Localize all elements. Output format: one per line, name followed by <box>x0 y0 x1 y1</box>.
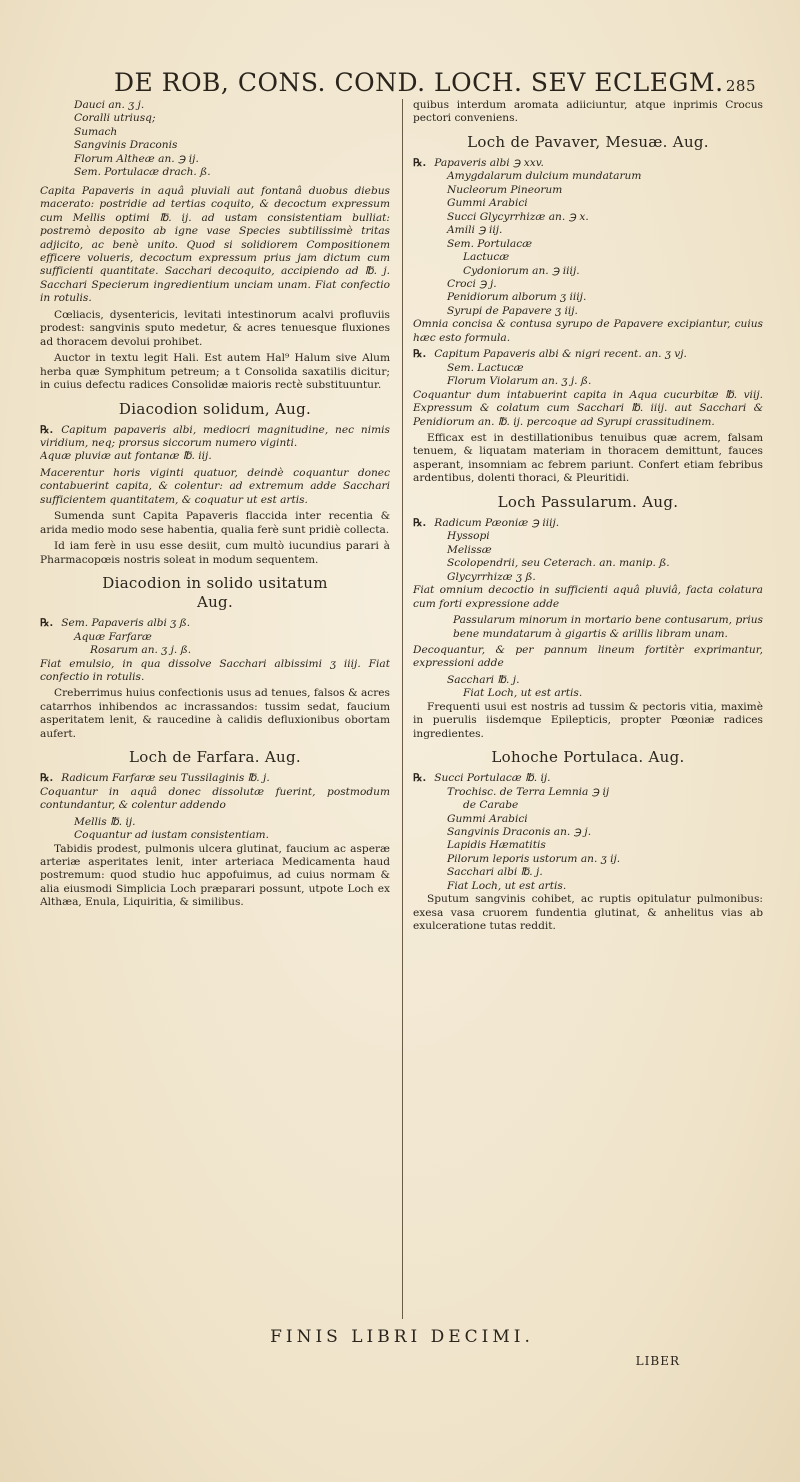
ingredient-line: Sem. Portulacæ drach. ß. <box>74 166 211 179</box>
method-paragraph: Coquantur dum intabuerint capita in Aqua cucurbitæ ℔. viij. Expressum & colatum cum Sacchari ℔. iiij. aut Sacchari & Penidiorum an. ℔. ij. percoque ad Syrupi crassitudinem. <box>413 388 763 428</box>
body-paragraph: Id iam ferè in usu esse desiit, cum multò iucundius parari à Pharmacopœis nostris soleat in modum sequentem. <box>40 540 390 566</box>
ingredient-line: Gummi Arabici <box>447 812 528 825</box>
method-paragraph: Fiat emulsio, in qua dissolve Sacchari albissimi ʒ iiij. Fiat confectio in rotulis. <box>40 657 390 683</box>
ingredient-line: Succi Glycyrrhizæ an. ℈ x. <box>447 210 589 223</box>
recipe-symbol-icon: ℞. <box>413 348 427 361</box>
recipe-symbol-icon: ℞. <box>40 617 54 630</box>
ingredient-line: Fiat Loch, ut est artis. <box>447 879 567 892</box>
ingredient-line: Amili ℈ iij. <box>447 224 503 237</box>
ingredient-line: Pilorum leporis ustorum an. ʒ ij. <box>447 852 621 865</box>
ingredient-line: Cydoniorum an. ℈ iiij. <box>463 264 580 277</box>
recipe-line <box>40 617 390 630</box>
ingredient-line: Rosarum an. ʒ j. ß. <box>90 644 192 657</box>
section-heading: Diacodion solidum, Aug. <box>118 399 312 418</box>
recipe-text: Succi Portulacæ ℔. ij. <box>434 772 551 785</box>
section-heading: Loch de Pavaver, Mesuæ. Aug. <box>467 132 709 151</box>
method-paragraph: Capita Papaveris in aquâ pluviali aut fontanâ duobus diebus macerato: postridie ad tertias coquito, & decoctum expressum cum Mellis optimi ℔. ij. ad ustam consistentiam bulliat: postremò deposito ab igne vase Species subtilissimè tritas adjicito, ac benè unito. Quod si solidiorem Compositionem efficere volueris, decoctum expressum prius jam dictum cum sufficienti quantitate. Sacchari decoquito, accipiendo ad ℔. j. Sacchari Specierum ingredientium unciam unam. Fiat confectio in rotulis. <box>40 184 390 305</box>
recipe-symbol-icon: ℞. <box>413 772 427 785</box>
body-paragraph: Cœliacis, dysentericis, levitati intestinorum acalvi profluviis prodest: sangvinis sputo medetur, & acres tenuesque fluxiones ad thoracem devolui prohibet. <box>40 308 390 348</box>
ingredient-line: Penidiorum alborum ʒ iiij. <box>447 291 587 304</box>
body-paragraph: Creberrimus huius confectionis usus ad tenues, falsos & acres catarrhos inhibendos ac incrassandos: tussim sedat, faucium asperitatem lenit, & raucedine à calidis defluxionibus obortam aufert. <box>40 687 390 740</box>
method-paragraph: Macerentur horis viginti quatuor, deindè coquantur donec contabuerint capita, & colentur: ad extremum adde Sacchari sufficientem quantitatem, & coquatur ut est artis. <box>40 466 390 506</box>
ingredient-line: Melissæ <box>447 543 492 556</box>
recipe-line <box>40 772 390 785</box>
section-heading: Diacodion in solido usitatum <box>102 574 328 593</box>
left-column <box>40 99 390 1319</box>
ingredient-line: Scolopendrii, seu Ceterach. an. manip. ß. <box>447 557 670 570</box>
recipe-line: Aquæ pluviæ aut fontanæ ℔. iij. <box>40 450 212 463</box>
ingredient-line: Aquæ Farfaræ <box>74 630 152 643</box>
ingredient-line: Dauci an. ʒ j. <box>74 99 145 111</box>
ingredient-line: Sangvinis Draconis <box>74 139 178 152</box>
ingredient-line: Florum Altheæ an. ℈ ij. <box>74 152 199 165</box>
ingredient-line: Sacchari albi ℔. j. <box>447 866 543 879</box>
recipe-symbol-icon: ℞. <box>40 772 54 785</box>
running-header <box>40 68 764 97</box>
ingredient-line: Glycyrrhizæ ʒ ß. <box>447 570 536 583</box>
body-paragraph: Auctor in textu legit Hali. Est autem Hal⁹ Halum sive Alum herba quæ Symphitum petreum; a t Consolida saxatilis dicitur; in cuius defectu radices Consolidæ maioris rectè substituuntur. <box>40 352 390 392</box>
body-paragraph: Sumenda sunt Capita Papaveris flaccida inter recentia & arida medio modo sese habentia, qualia ferè sunt pridiè collecta. <box>40 510 390 536</box>
two-columns <box>40 99 764 1319</box>
ingredient-line: Sumach <box>74 125 118 138</box>
ingredient-line: Nucleorum Pineorum <box>447 183 563 196</box>
recipe-text: Capitum Papaveris albi & nigri recent. an. ʒ vj. <box>434 348 687 361</box>
recipe-text: Radicum Pæoniæ ℈ iiij. <box>434 516 560 529</box>
ingredient-line: Lapidis Hæmatitis <box>447 839 546 852</box>
recipe-text: Capitum papaveris albi, mediocri magnitudine, nec nimis viridium, neq; prorsus siccorum numero viginti. <box>40 423 390 450</box>
recipe-text: Radicum Farfaræ seu Tussilaginis ℔. j. <box>61 772 270 785</box>
header-title: DE ROB, CONS. COND. LOCH. SEV ECLEGM. <box>114 68 724 97</box>
method-paragraph: Coquantur in aquâ donec dissolutæ fuerint, postmodum contundantur, & colentur addendo <box>40 785 390 812</box>
body-paragraph: quibus interdum aromata adiiciuntur, atque inprimis Crocus pectori conveniens. <box>413 99 763 125</box>
recipe-line <box>413 772 763 785</box>
section-heading: Loch de Farfara. Aug. <box>129 748 301 767</box>
ingredient-line: Mellis ℔. ij. <box>74 815 136 828</box>
recipe-line <box>413 157 763 170</box>
recipe-line <box>413 348 763 361</box>
page-number: 285 <box>725 77 756 95</box>
section-heading: Loch Passularum. Aug. <box>497 492 679 511</box>
ingredient-line: Croci ℈ j. <box>447 278 497 291</box>
ingredient-line: Trochisc. de Terra Lemnia ℈ ij <box>447 785 610 798</box>
method-paragraph: Omnia concisa & contusa syrupo de Papavere excipiantur, cuius hæc esto formula. <box>413 318 763 344</box>
ingredient-line: Hyssopi <box>447 530 490 543</box>
body-paragraph: Sputum sangvinis cohibet, ac ruptis opitulatur pulmonibus: exesa vasa cruorem fundentia glutinat, & anhelitus vias ab exulceratione tutas reddit. <box>413 893 763 933</box>
right-column <box>402 99 763 1319</box>
ingredient-line: Coralli utriusq; <box>74 112 156 125</box>
ingredient-line: Sacchari ℔. j. <box>447 673 520 686</box>
recipe-line <box>413 517 763 530</box>
ingredient-line: de Carabe <box>463 799 519 812</box>
ingredient-line: Lactucæ <box>463 251 510 264</box>
recipe-text: Papaveris albi ℈ xxv. <box>434 156 544 169</box>
ingredient-line: Florum Violarum an. ʒ j. ß. <box>447 375 592 388</box>
ingredient-line: Syrupi de Papavere ʒ iij. <box>447 304 578 317</box>
ingredient-line: Sangvinis Draconis an. ℈ j. <box>447 825 592 838</box>
recipe-symbol-icon: ℞. <box>413 156 427 169</box>
finis-line: FINIS LIBRI DECIMI. <box>270 1327 534 1347</box>
ingredient-line: Amygdalarum dulcium mundatarum <box>447 170 642 183</box>
section-heading-continued: Aug. <box>196 593 234 612</box>
body-paragraph: Tabidis prodest, pulmonis ulcera glutinat, faucium ac asperæ arteriæ asperitates lenit, inter arteriaca Medicamenta haud postremum: quod studio huc appofuimus, ad cuius normam & alia eiusmodi Simplicia Loch præparari possunt, utpote Loch ex Althæa, Enula, Liquiritia, & similibus. <box>40 842 390 909</box>
method-paragraph: Passularum minorum in mortario bene contusarum, prius bene mundatarum à gigartis & arillis libram unam. <box>453 614 763 640</box>
section-heading: Lohoche Portulaca. Aug. <box>491 748 685 767</box>
method-paragraph: Decoquantur, & per pannum lineum fortitèr exprimantur, expressioni adde <box>413 643 763 670</box>
ingredient-line: Sem. Portulacæ <box>447 237 533 250</box>
ingredient-line: Gummi Arabici <box>447 197 528 210</box>
recipe-symbol-icon: ℞. <box>40 423 54 436</box>
recipe-text: Sem. Papaveris albi ʒ ß. <box>61 617 191 630</box>
ingredient-line: Fiat Loch, ut est artis. <box>463 687 583 700</box>
method-paragraph: Coquantur ad iustam consistentiam. <box>74 829 269 842</box>
catchword: LIBER <box>635 1354 680 1368</box>
body-paragraph: Efficax est in destillationibus tenuibus quæ acrem, falsam tenuem, & liquatam materiam in thoracem demittunt, fauces asperant, insomniam ac febrem pariunt. Confert etiam febribus ardentibus, dolenti thoraci, & Pleuritidi. <box>413 432 763 485</box>
recipe-symbol-icon: ℞. <box>413 516 427 529</box>
ingredient-line: Sem. Lactucæ <box>447 361 524 374</box>
body-paragraph: Frequenti usui est nostris ad tussim & pectoris vitia, maximè in puerulis iisdemque Epilepticis, propter Pœoniæ radices ingredientes. <box>413 700 763 740</box>
recipe-line <box>40 424 390 451</box>
method-paragraph: Fiat omnium decoctio in sufficienti aquâ pluviâ, facta colatura cum forti expressione adde <box>413 584 763 610</box>
